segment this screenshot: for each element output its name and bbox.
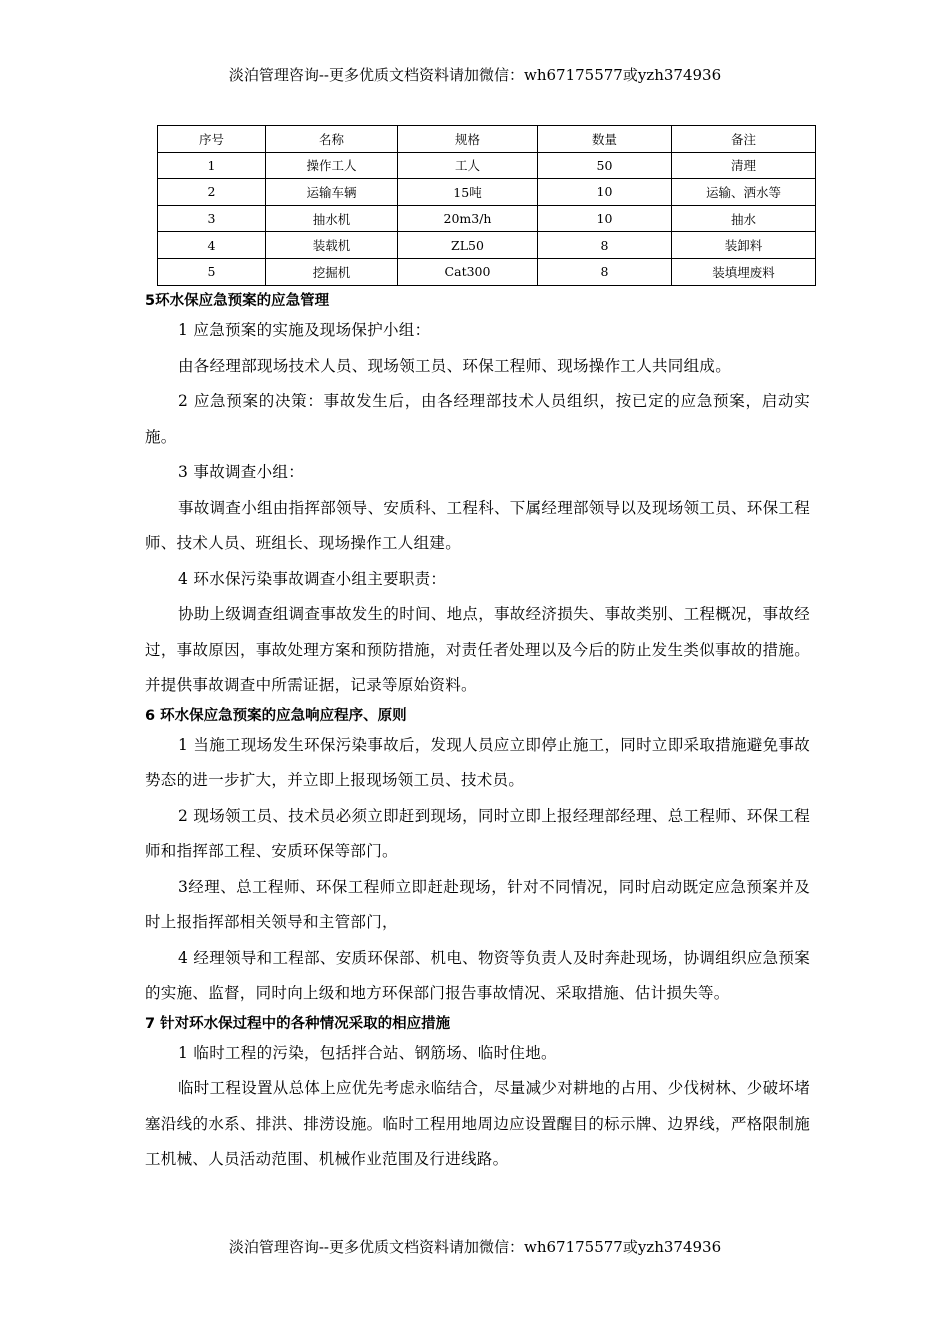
section-5-heading: 5环水保应急预案的应急管理: [145, 293, 330, 309]
table-cell: 20m3/h: [398, 205, 538, 232]
resource-table: [157, 125, 816, 286]
table-row: [158, 205, 816, 232]
paragraph: 1 临时工程的污染，包括拌合站、钢筋场、临时住地。: [178, 1043, 557, 1062]
table-cell: 运输、洒水等: [672, 179, 816, 206]
table-cell: 1: [158, 152, 266, 179]
table-header-row: [158, 126, 816, 153]
table-cell: 运输车辆: [266, 179, 398, 206]
paragraph: 由各经理部现场技术人员、现场领工员、环保工程师、现场操作工人共同组成。: [178, 356, 732, 375]
table-cell: 50: [538, 152, 672, 179]
table-row: [158, 232, 816, 259]
paragraph: 1 当施工现场发生环保污染事故后，发现人员应立即停止施工，同时立即采取措施避免事故势态的进一步扩大，并立即上报现场领工员、技术员。: [145, 735, 810, 789]
table-cell: 5: [158, 258, 266, 285]
paragraph: 协助上级调查组调查事故发生的时间、地点，事故经济损失、事故类别、工程概况，事故经过，事故原因，事故处理方案和预防措施，对责任者处理以及今后的防止发生类似事故的措施。并提供事故调查中所需证据，记录等原始资料。: [145, 605, 811, 694]
paragraph: 1 应急预案的实施及现场保护小组：: [178, 321, 431, 339]
paragraph: 临时工程设置从总体上应优先考虑永临结合，尽量减少对耕地的占用、少伐树林、少破坏堵塞沿线的水系、排洪、排涝设施。临时工程用地周边应设置醒目的标示牌、边界线，严格限制施工机械、人员活动范围、机械作业范围及行进线路。: [145, 1079, 811, 1168]
table-row: [158, 258, 816, 285]
table-header-cell: 数量: [538, 126, 672, 153]
table-cell: 操作工人: [266, 152, 398, 179]
table-cell: 抽水机: [266, 205, 398, 232]
paragraph: 3 事故调查小组：: [178, 463, 304, 481]
table-cell: 3: [158, 205, 266, 232]
table-cell: 8: [538, 232, 672, 259]
table-cell: 抽水: [672, 205, 816, 232]
paragraph: 2 应急预案的决策：事故发生后，由各经理部技术人员组织，按已定的应急预案，启动实施。: [145, 392, 810, 446]
table-cell: 15吨: [398, 179, 538, 206]
page-header: 淡泊管理咨询--更多优质文档资料请加微信：wh67175577或yzh374936: [228, 66, 722, 84]
table-cell: 清理: [672, 152, 816, 179]
paragraph: 2 现场领工员、技术员必须立即赶到现场，同时立即上报经理部经理、总工程师、环保工程师和指挥部工程、安质环保等部门。: [145, 806, 810, 860]
table-cell: 挖掘机: [266, 258, 398, 285]
table-header-cell: 备注: [672, 126, 816, 153]
table-cell: 装卸料: [672, 232, 816, 259]
paragraph: 事故调查小组由指挥部领导、安质科、工程科、下属经理部领导以及现场领工员、环保工程师、技术人员、班组长、现场操作工人组建。: [145, 498, 811, 552]
table-cell: 工人: [398, 152, 538, 179]
table-row: [158, 179, 816, 206]
table-cell: 装填埋废料: [672, 258, 816, 285]
document-body: [145, 289, 810, 1178]
section-6-heading: 6 环水保应急预案的应急响应程序、原则: [145, 707, 407, 724]
table-cell: 4: [158, 232, 266, 259]
table-cell: ZL50: [398, 232, 538, 259]
table-header-cell: 序号: [158, 126, 266, 153]
table-cell: 8: [538, 258, 672, 285]
table-row: [158, 152, 816, 179]
page-footer: 淡泊管理咨询--更多优质文档资料请加微信：wh67175577或yzh374936: [228, 1238, 722, 1256]
table-header-cell: 名称: [266, 126, 398, 153]
paragraph: 4 环水保污染事故调查小组主要职责：: [178, 569, 447, 588]
table-cell: 10: [538, 205, 672, 232]
table-cell: 装载机: [266, 232, 398, 259]
section-7-heading: 7 针对环水保过程中的各种情况采取的相应措施: [145, 1015, 451, 1032]
paragraph: 3经理、总工程师、环保工程师立即赶赴现场，针对不同情况，同时启动既定应急预案并及时上报指挥部相关领导和主管部门，: [145, 877, 810, 931]
table-cell: Cat300: [398, 258, 538, 285]
table-cell: 10: [538, 179, 672, 206]
table-cell: 2: [158, 179, 266, 206]
table-header-cell: 规格: [398, 126, 538, 153]
paragraph: 4 经理领导和工程部、安质环保部、机电、物资等负责人及时奔赴现场，协调组织应急预案的实施、监督，同时向上级和地方环保部门报告事故情况、采取措施、估计损失等。: [145, 948, 810, 1002]
